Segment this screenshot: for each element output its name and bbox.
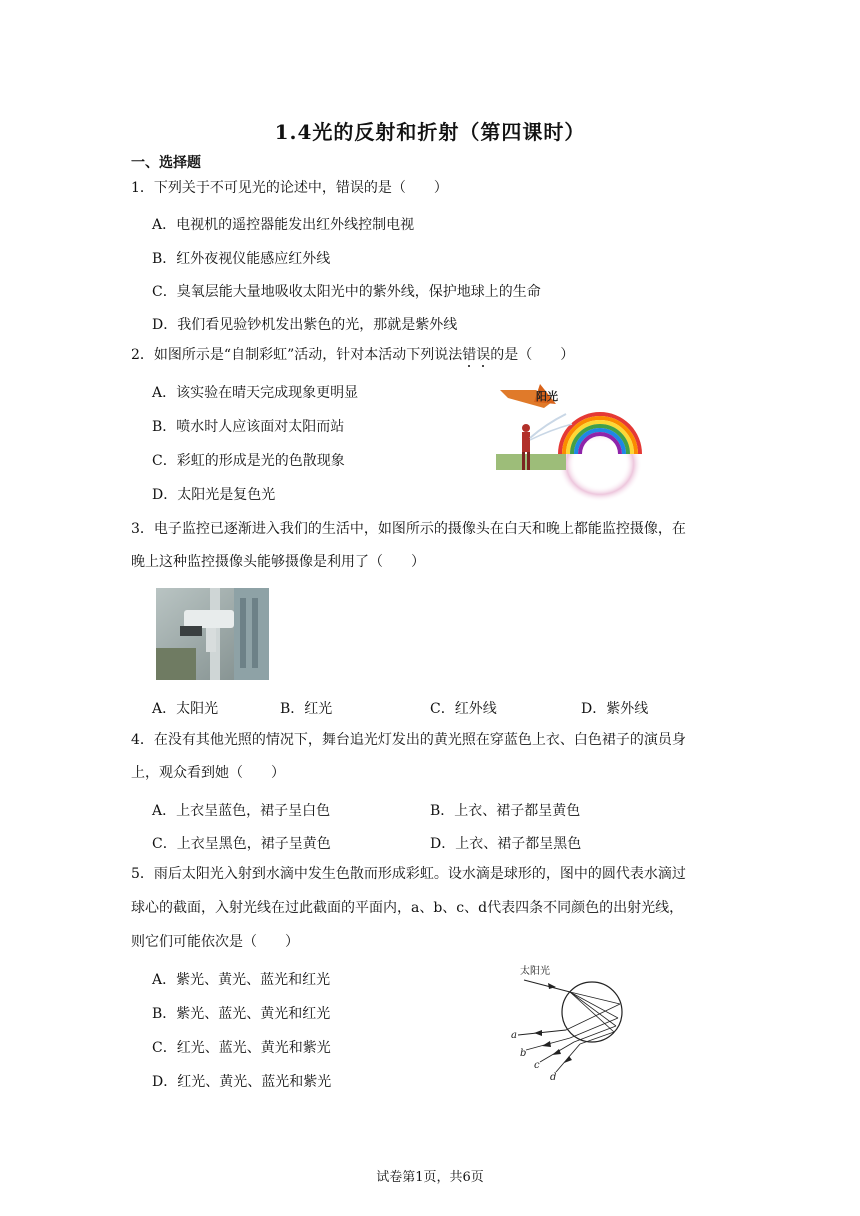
q2-option-c: C．彩虹的形成是光的色散现象: [152, 453, 345, 469]
ray-label-c: c: [534, 1060, 540, 1071]
question-2-stem: [131, 339, 574, 372]
q3-option-b: B．红光: [280, 701, 333, 717]
q3-option-d: D．紫外线: [581, 701, 649, 717]
figure-label-sunlight: 阳光: [536, 390, 558, 403]
question-3-stem-line2: 晚上这种监控摄像头能够摄像是利用了（ ）: [131, 554, 425, 570]
question-4-stem-line1: 4．在没有其他光照的情况下，舞台追光灯发出的黄光照在穿蓝色上衣、白色裙子的演员身: [131, 732, 686, 748]
page-title: 1.4光的反射和折射（第四课时）: [274, 120, 586, 144]
section-heading: 一、选择题: [131, 155, 201, 171]
person-icon: [522, 424, 530, 432]
q1-option-c: C．臭氧层能大量地吸收太阳光中的紫外线，保护地球上的生命: [152, 284, 541, 300]
question-5-stem-line2: 球心的截面，入射光线在过此截面的平面内，a、b、c、d代表四条不同颜色的出射光线，: [131, 900, 684, 916]
q5-option-c: C．红光、蓝光、黄光和紫光: [152, 1040, 331, 1056]
q4-option-a: A．上衣呈蓝色，裙子呈白色: [152, 803, 331, 819]
q4-option-d: D．上衣、裙子都呈黑色: [430, 836, 582, 852]
question-1-stem: 1．下列关于不可见光的论述中，错误的是（ ）: [131, 180, 448, 196]
incident-ray: [524, 980, 570, 992]
q3-option-a: A．太阳光: [152, 701, 219, 717]
water-droplet-diagram: [508, 962, 632, 1084]
question-5-stem-line3: 则它们可能依次是（ ）: [131, 934, 299, 950]
page-footer: 试卷第1页，共6页: [376, 1170, 484, 1185]
cctv-camera-icon: [184, 610, 234, 628]
q5-option-b: B．紫光、蓝光、黄光和红光: [152, 1006, 331, 1022]
question-5-stem-line1: 5．雨后太阳光入射到水滴中发生色散而形成彩虹。设水滴是球形的，图中的圆代表水滴过: [131, 866, 686, 882]
question-3-stem-line1: 3．电子监控已逐渐进入我们的生活中，如图所示的摄像头在白天和晚上都能监控摄像，在: [131, 521, 686, 537]
q4-option-c: C．上衣呈黑色，裙子呈黄色: [152, 836, 331, 852]
q2-option-a: A．该实验在晴天完成现象更明显: [152, 385, 359, 401]
q1-option-a: A．电视机的遥控器能发出红外线控制电视: [152, 217, 415, 233]
ray-label-a: a: [511, 1030, 517, 1041]
camera-photo: [156, 588, 269, 680]
question-4-stem-line2: 上，观众看到她（ ）: [131, 765, 285, 781]
q5-option-d: D．红光、黄光、蓝光和紫光: [152, 1074, 332, 1090]
q3-option-c: C．红外线: [430, 701, 497, 717]
q1-option-b: B．红外夜视仪能感应红外线: [152, 251, 331, 267]
ray-label-d: d: [550, 1072, 557, 1083]
q2-stem-part-a: 2．如图所示是“自制彩虹”活动，针对本活动下列说法: [131, 347, 463, 363]
q4-option-b: B．上衣、裙子都呈黄色: [430, 803, 581, 819]
ray-label-b: b: [520, 1048, 527, 1059]
figure-label-sunlight-5: 太阳光: [520, 966, 550, 977]
q2-stem-emphasis: 错误: [462, 347, 490, 363]
q1-option-d: D．我们看见验钞机发出紫色的光，那就是紫外线: [152, 317, 458, 333]
q2-option-b: B．喷水时人应该面对太阳而站: [152, 419, 345, 435]
q2-stem-part-b: 的是（ ）: [490, 347, 575, 363]
q5-option-a: A．紫光、黄光、蓝光和红光: [152, 972, 331, 988]
rainbow-figure: [496, 384, 656, 504]
q2-option-d: D．太阳光是复色光: [152, 487, 276, 503]
